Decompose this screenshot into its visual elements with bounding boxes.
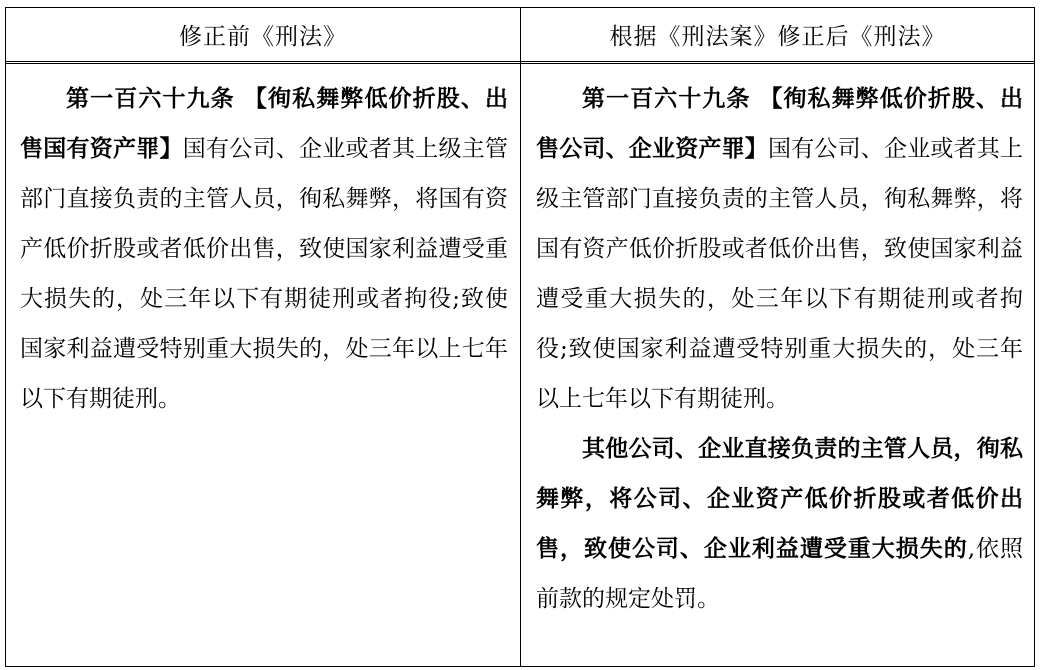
cell-before-amendment	[20, 74, 508, 424]
article-text: 国有公司、企业或者其上级主管部门直接负责的主管人员，徇私舞弊，将国有资产低价折股或者低价出售，致使国家利益遭受重大损失的，处三年以下有期徒刑或者拘役;致使国家利益遭受特别重大损失的，处三年以上七年以下有期徒刑。	[20, 136, 508, 412]
comparison-table	[5, 7, 1035, 667]
article-heading: 第一百六十九条 【徇私舞弊低价折股、出售公司、企业资产罪】	[536, 86, 1023, 162]
article-paragraph	[536, 74, 1023, 424]
added-text: 其他公司、企业直接负责的主管人员，徇私舞弊，将公司、企业资产低价折股或者低价出售，致使公司、企业利益遭受重大损失的	[536, 436, 1023, 562]
header-after-amendment: 根据《刑法案》修正后《刑法》	[609, 24, 946, 50]
added-text-tail: ,依照前款的规定处罚。	[536, 536, 1023, 612]
article-heading: 第一百六十九条 【徇私舞弊低价折股、出售国有资产罪】	[20, 86, 508, 162]
article-text: 国有公司、企业或者其上级主管部门直接负责的主管人员，徇私舞弊，将国有资产低价折股或者低价出售，致使国家利益遭受重大损失的，处三年以下有期徒刑或者拘役;致使国家利益遭受特别重大损失的，处三年以上七年以下有期徒刑。	[536, 136, 1024, 412]
added-paragraph	[536, 424, 1023, 624]
article-paragraph	[20, 74, 508, 424]
header-before-amendment: 修正前《刑法》	[179, 24, 347, 50]
column-divider	[520, 8, 521, 666]
cell-after-amendment	[536, 74, 1023, 624]
